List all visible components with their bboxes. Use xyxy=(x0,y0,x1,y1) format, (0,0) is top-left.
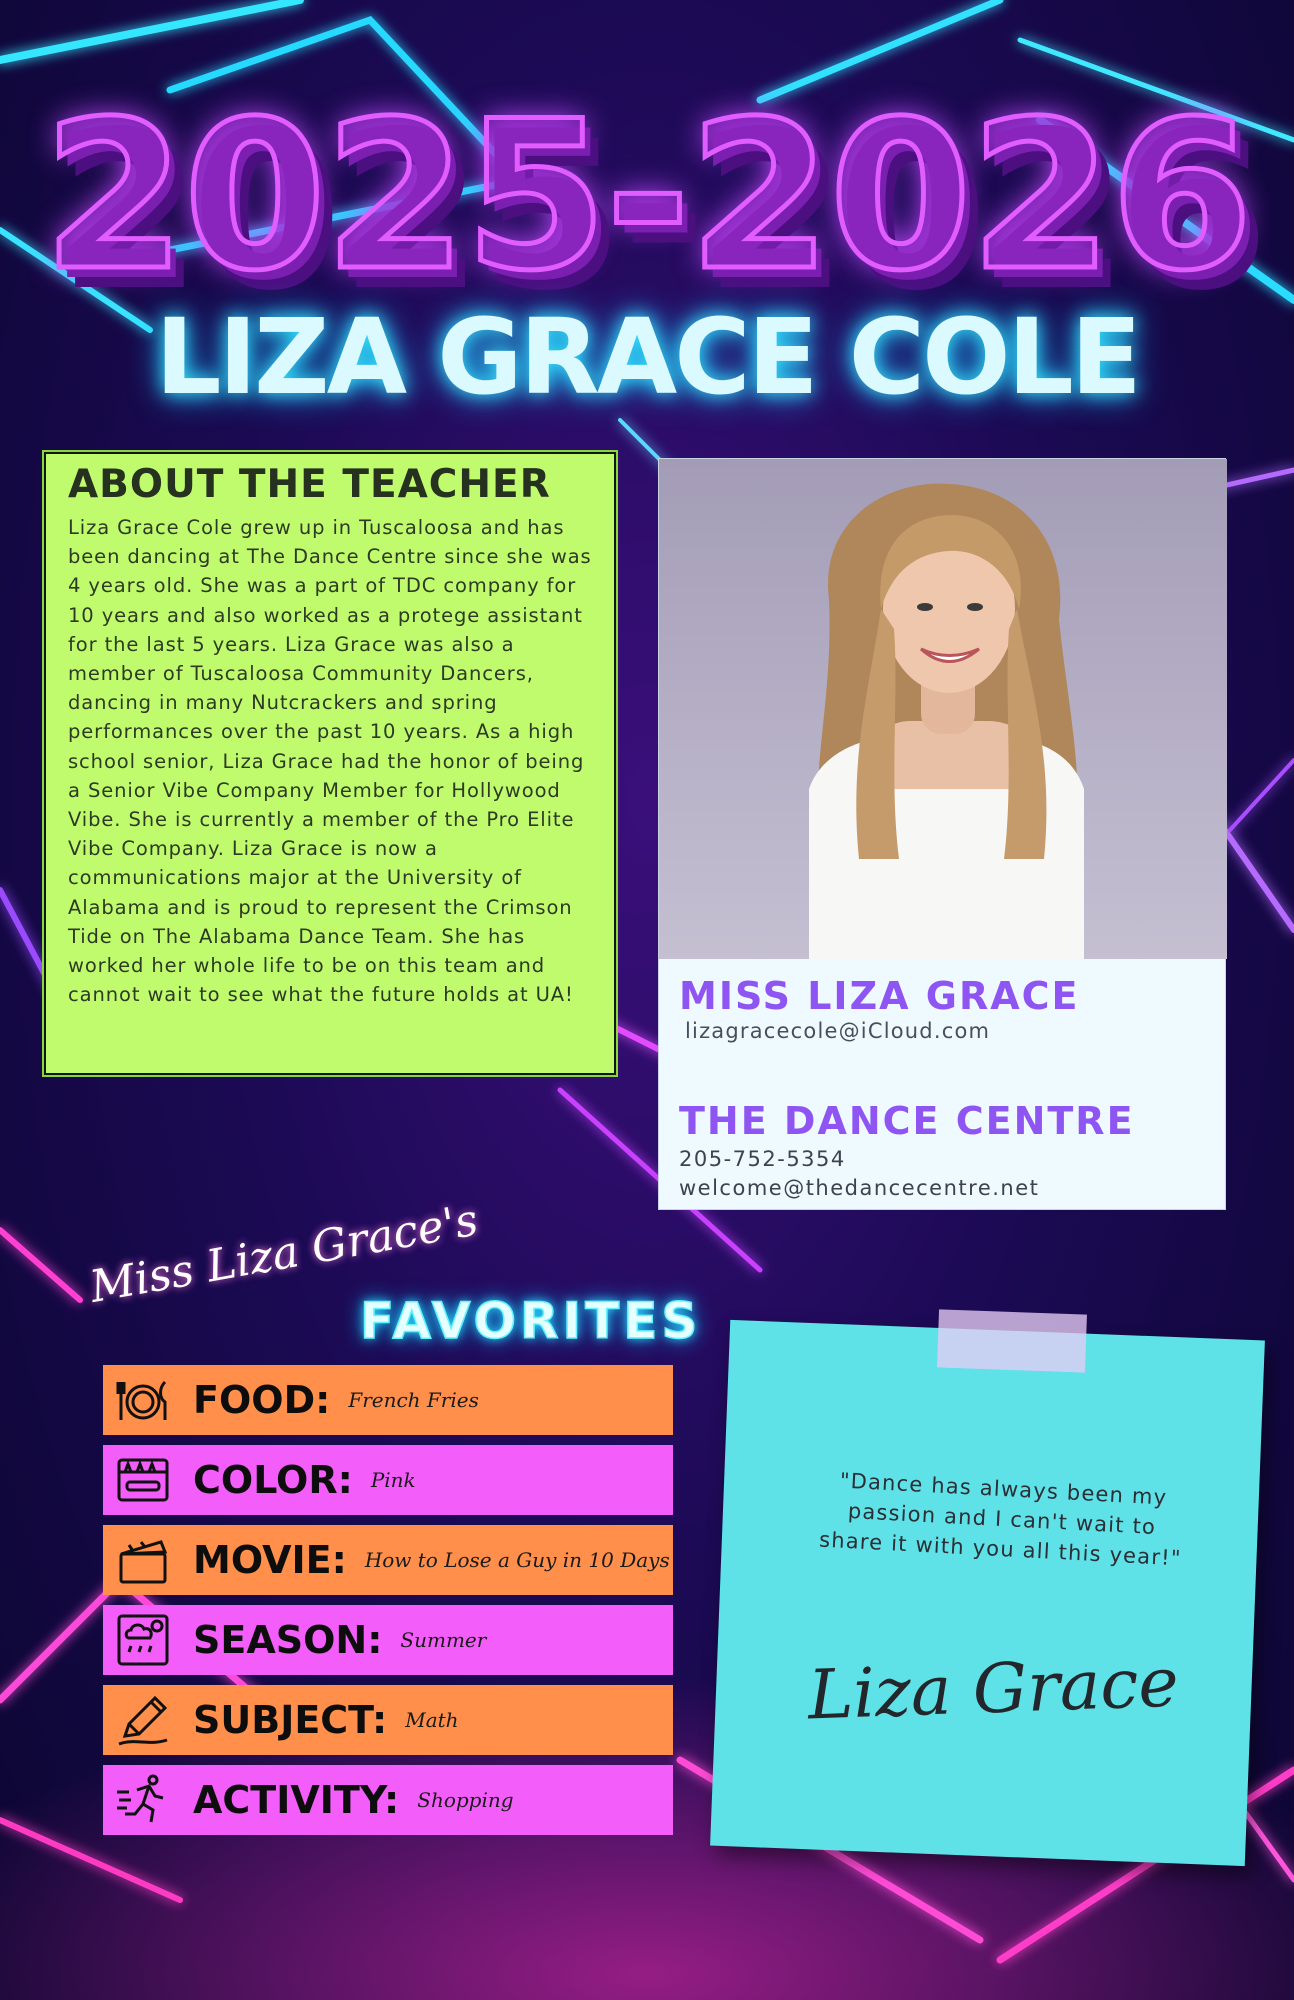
weather-icon xyxy=(113,1610,173,1670)
favorite-value: French Fries xyxy=(348,1388,479,1412)
sticky-note xyxy=(710,1320,1265,1866)
favorite-label: MOVIE: xyxy=(193,1538,347,1582)
favorite-row-activity xyxy=(103,1765,673,1835)
about-body: Liza Grace Cole grew up in Tuscaloosa and has been dancing at The Dance Centre since she was 4 years old. She was a part of TDC company for 10 years and also worked as a protege assistant for the last 5 years. Liza Grace was also a member of Tuscaloosa Community Dancers, dancing in many Nutcrackers and spring performances over the past 10 years. As a high school senior, Liza Grace had the honor of being a Senior Vibe Company Member for Hollywood Vibe. She is currently a member of the Pro Elite Vibe Company. Liza Grace is now a communications major at the University of Alabama and is proud to represent the Crimson Tide on The Alabama Dance Team. She has worked her whole life to be on this team and cannot wait to see what the future holds at UA! xyxy=(68,515,592,1007)
favorite-value: Shopping xyxy=(417,1788,514,1812)
studio-phone[interactable]: 205-752-5354 xyxy=(679,1147,846,1171)
tape-strip xyxy=(937,1309,1087,1372)
favorite-row-season xyxy=(103,1605,673,1675)
favorites-script-title: Miss Liza Grace's xyxy=(86,1194,482,1313)
about-title: ABOUT THE TEACHER xyxy=(68,462,551,507)
teacher-card xyxy=(658,458,1226,1210)
favorite-value: Summer xyxy=(400,1628,487,1652)
teacher-name-heading: LIZA GRACE COLE xyxy=(155,296,1139,418)
pencil-icon xyxy=(113,1690,173,1750)
plate-icon xyxy=(113,1370,173,1430)
about-panel xyxy=(44,452,616,1075)
favorite-row-color xyxy=(103,1445,673,1515)
teacher-photo xyxy=(659,459,1227,959)
studio-name: THE DANCE CENTRE xyxy=(679,1099,1135,1143)
favorite-row-food xyxy=(103,1365,673,1435)
teacher-email[interactable]: lizagracecole@iCloud.com xyxy=(685,1019,991,1043)
clapperboard-icon xyxy=(113,1530,173,1590)
favorite-label: SEASON: xyxy=(193,1618,383,1662)
card-teacher-name: MISS LIZA GRACE xyxy=(679,974,1080,1018)
favorite-label: COLOR: xyxy=(193,1458,353,1502)
running-icon xyxy=(113,1770,173,1830)
favorite-value: How to Lose a Guy in 10 Days xyxy=(364,1548,670,1572)
favorite-value: Math xyxy=(405,1708,459,1732)
favorite-row-subject xyxy=(103,1685,673,1755)
favorite-row-movie xyxy=(103,1525,673,1595)
favorite-label: ACTIVITY: xyxy=(193,1778,400,1822)
year-heading: 2025-2026 xyxy=(42,78,1252,316)
palette-icon xyxy=(113,1450,173,1510)
quote-text: "Dance has always been my passion and I can't wait to share it with you all this year!" xyxy=(818,1468,1183,1571)
favorites-title: FAVORITES xyxy=(360,1292,702,1350)
studio-email[interactable]: welcome@thedancecentre.net xyxy=(679,1176,1040,1200)
favorite-label: SUBJECT: xyxy=(193,1698,388,1742)
favorite-label: FOOD: xyxy=(193,1378,331,1422)
signature: Liza Grace xyxy=(806,1643,1180,1736)
favorite-value: Pink xyxy=(370,1468,416,1492)
